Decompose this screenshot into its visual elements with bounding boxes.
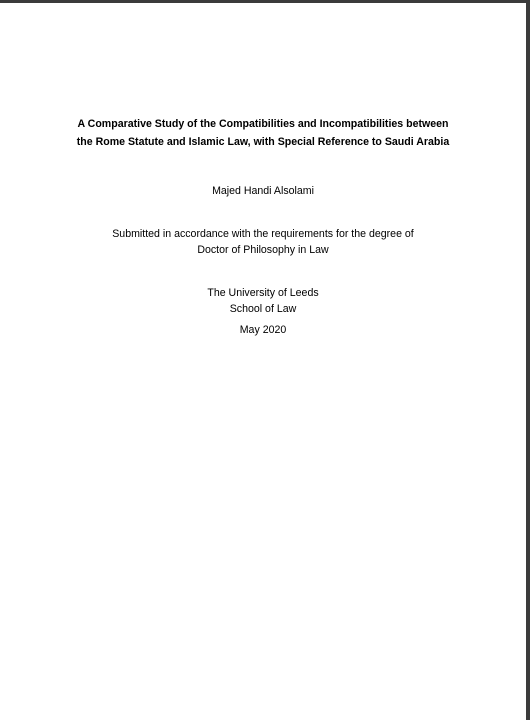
university-name: The University of Leeds — [207, 287, 319, 299]
thesis-title — [0, 115, 526, 151]
degree-name: Doctor of Philosophy in Law — [197, 244, 329, 256]
school-name: School of Law — [229, 303, 297, 315]
submission-date: May 2020 — [239, 324, 287, 336]
thesis-title-line-2: the Rome Statute and Islamic Law, with Special Reference to Saudi Arabia — [76, 136, 450, 148]
thesis-title-line-1: A Comparative Study of the Compatibilities and Incompatibilities between — [77, 118, 449, 130]
thesis-title-page — [0, 3, 526, 720]
author-name: Majed Handi Alsolami — [212, 185, 314, 197]
submission-statement: Submitted in accordance with the requirements for the degree of — [112, 228, 414, 240]
